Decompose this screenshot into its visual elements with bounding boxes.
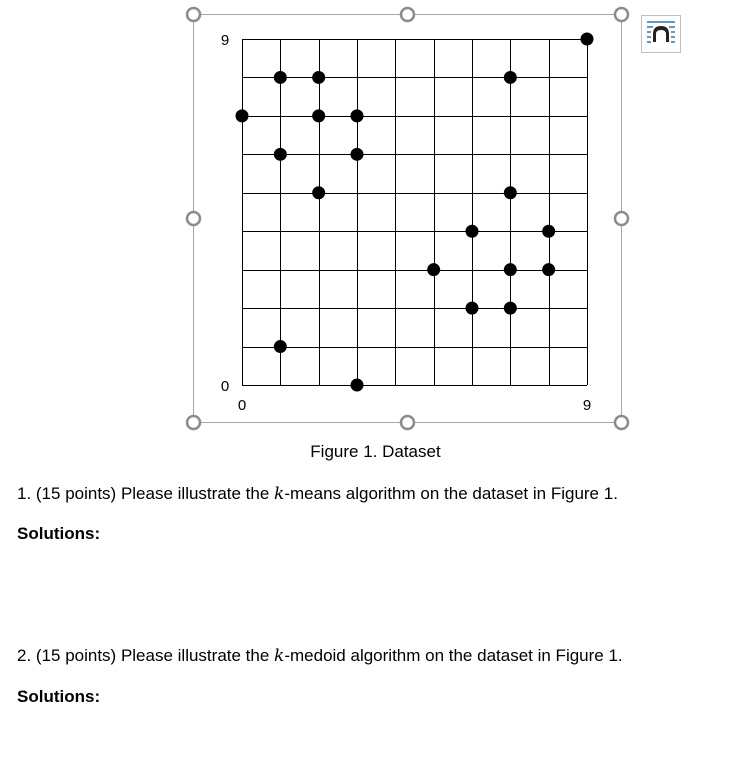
resize-handle-bottom-center[interactable] bbox=[401, 416, 414, 429]
resize-handle-top-center[interactable] bbox=[401, 8, 414, 21]
data-point bbox=[466, 225, 479, 238]
x-tick-label-max: 9 bbox=[582, 397, 592, 414]
data-point bbox=[274, 148, 287, 161]
resize-handle-bottom-right[interactable] bbox=[615, 416, 628, 429]
solutions-label-1: Solutions: bbox=[17, 524, 101, 543]
resize-handle-top-right[interactable] bbox=[615, 8, 628, 21]
question-2-prefix: 2. (15 points) Please illustrate the bbox=[17, 646, 275, 665]
data-point bbox=[351, 109, 364, 122]
resize-handle-top-left[interactable] bbox=[187, 8, 200, 21]
data-point bbox=[542, 263, 555, 276]
data-point bbox=[312, 71, 325, 84]
resize-handle-middle-right[interactable] bbox=[615, 212, 628, 225]
data-point bbox=[504, 71, 517, 84]
data-point bbox=[312, 109, 325, 122]
question-1-prefix: 1. (15 points) Please illustrate the bbox=[17, 484, 275, 503]
tick-labels bbox=[221, 32, 591, 414]
question-1-suffix: -means algorithm on the dataset in Figure 1. bbox=[284, 484, 618, 503]
x-tick-label-min: 0 bbox=[237, 397, 247, 414]
data-point bbox=[504, 302, 517, 315]
data-point bbox=[427, 263, 440, 276]
resize-handle-middle-left[interactable] bbox=[187, 212, 200, 225]
question-2-k: k bbox=[274, 646, 285, 666]
data-point bbox=[581, 33, 594, 46]
resize-handle-bottom-left[interactable] bbox=[187, 416, 200, 429]
data-point bbox=[542, 225, 555, 238]
data-point bbox=[504, 263, 517, 276]
chart-grid bbox=[242, 39, 588, 386]
data-point bbox=[312, 186, 325, 199]
layout-options-icon[interactable] bbox=[641, 15, 681, 53]
text-wrap-icon bbox=[642, 16, 680, 52]
question-2-suffix: -medoid algorithm on the dataset in Figure 1. bbox=[284, 646, 623, 665]
question-2 bbox=[17, 646, 623, 666]
data-point bbox=[351, 148, 364, 161]
data-point bbox=[274, 340, 287, 353]
question-1-k: k bbox=[274, 484, 285, 504]
figure-caption: Figure 1. Dataset bbox=[310, 442, 441, 461]
y-tick-label-min: 0 bbox=[220, 378, 230, 395]
question-1 bbox=[17, 484, 618, 504]
y-tick-label-max: 9 bbox=[220, 32, 230, 49]
solutions-label-2: Solutions: bbox=[17, 687, 101, 706]
data-point bbox=[351, 379, 364, 392]
data-point bbox=[274, 71, 287, 84]
data-point bbox=[504, 186, 517, 199]
resize-handles bbox=[187, 8, 628, 429]
selection-border bbox=[194, 15, 622, 423]
data-points bbox=[236, 33, 594, 392]
data-point bbox=[466, 302, 479, 315]
data-point bbox=[236, 109, 249, 122]
